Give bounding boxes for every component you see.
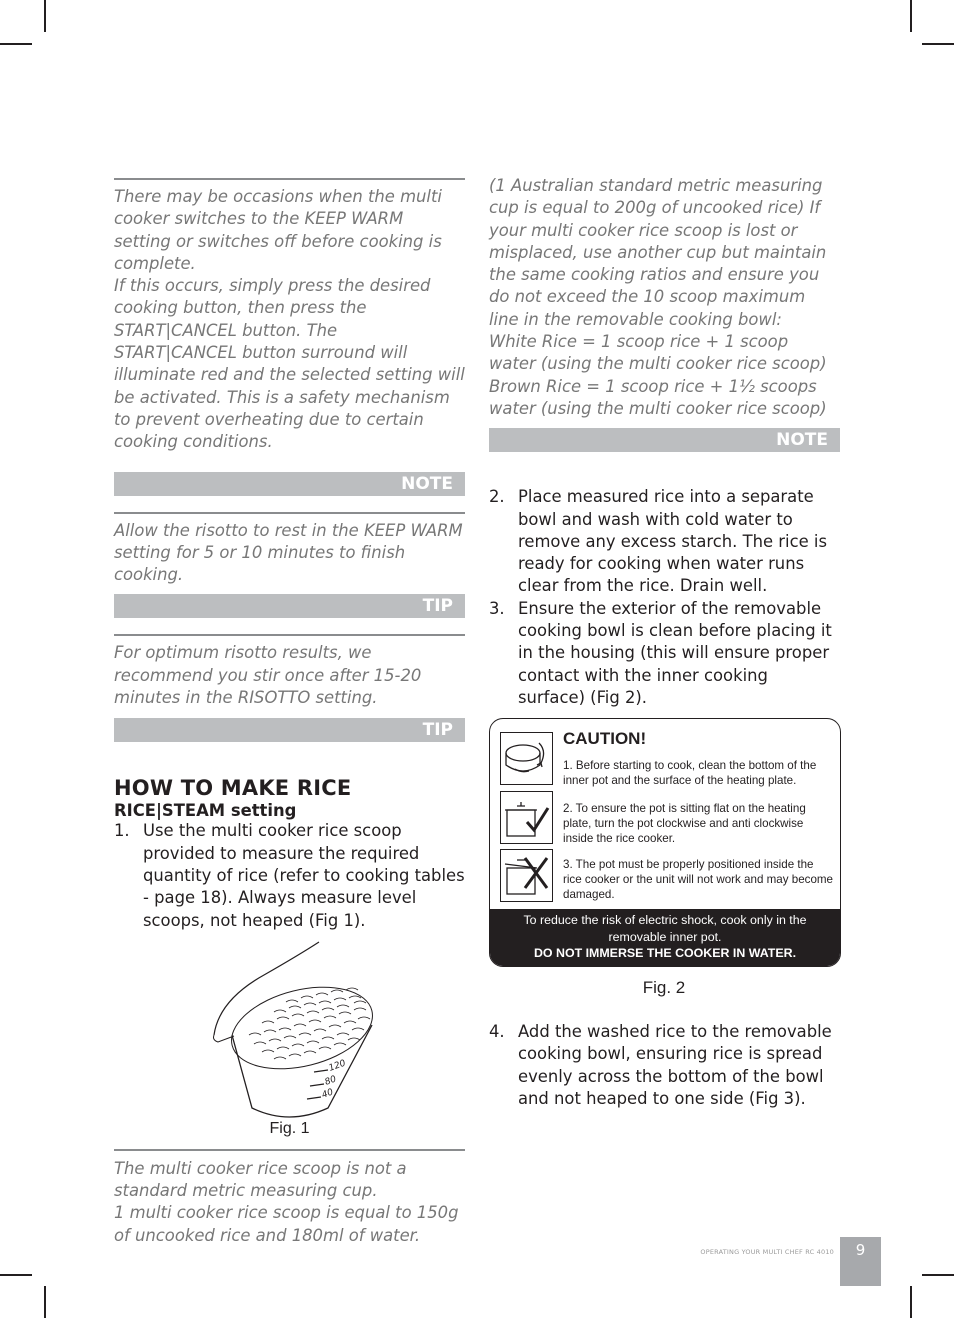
crop-mark	[922, 1274, 954, 1276]
list-item	[114, 820, 465, 931]
note-scoop-continued-text: (1 Australian standard metric measuring cup is equal to 200g of uncooked rice) If your multi cooker rice scoop is lost or misplaced, use another cup but maintain the same cooking ratios and ensure you do not exceed the 10 scoop maximum line in the removable cooking bowl: White Rice = 1 scoop rice + 1 scoop water (using the multi cooker rice scoop) Brown Rice = 1 scoop rice + 1½ scoops water (using the multi cooker rice scoop)	[489, 176, 827, 418]
note-bar: NOTE	[114, 472, 465, 496]
pot-cross-icon	[500, 849, 553, 902]
pot-clean-icon	[500, 732, 553, 785]
scoop-mark-40: 40	[320, 1087, 335, 1101]
steps-list	[114, 820, 465, 931]
caution-item-3: 3. The pot must be properly positioned inside the rice cooker or the unit will not work and may become damaged.	[563, 858, 833, 901]
section-subheading: RICE|STEAM setting	[114, 801, 297, 821]
tip-bar: TIP	[114, 718, 465, 742]
crop-mark	[0, 1274, 32, 1276]
crop-mark	[44, 0, 46, 32]
divider	[114, 1149, 465, 1151]
step-text: Add the washed rice to the removable cooking bowl, ensuring rice is spread evenly across the bottom of the bowl and not heaped to one side (Fig 3).	[518, 1022, 832, 1108]
caution-footer	[490, 909, 840, 966]
tip-stir-text: For optimum risotto results, we recommend you stir once after 15-20 minutes in the RISOTTO setting.	[114, 643, 422, 708]
crop-mark	[922, 43, 954, 45]
crop-mark	[910, 1286, 912, 1318]
caution-footer-warning: DO NOT IMMERSE THE COOKER IN WATER.	[533, 946, 797, 960]
step-number: 4.	[489, 1022, 505, 1041]
step-number: 1.	[114, 821, 130, 841]
crop-mark	[44, 1286, 46, 1318]
crop-mark	[0, 43, 32, 45]
rice-scoop-illustration	[114, 940, 465, 1130]
note-bar: NOTE	[489, 428, 840, 452]
step-text: Use the multi cooker rice scoop provided to measure the required quantity of rice (refer to cooking tables - page 18). Always measure level scoops, not heaped (Fig 1).	[143, 821, 465, 930]
fig2-caption: Fig. 2	[642, 978, 686, 997]
caution-title: CAUTION!	[563, 729, 647, 748]
step-number: 3.	[489, 598, 505, 618]
list-item	[489, 1021, 840, 1110]
right-column-lower	[489, 1021, 840, 1110]
tip-bar: TIP	[114, 594, 465, 618]
step-text: Place measured rice into a separate bowl and wash with cold water to remove any excess starch. The rice is ready for cooking when water runs clear from the rice. Drain well.	[518, 487, 827, 596]
list-item	[489, 486, 840, 597]
left-column	[114, 178, 465, 1247]
section-heading: HOW TO MAKE RICE	[114, 776, 352, 801]
footer-label: OPERATING YOUR MULTI CHEF RC 4010	[700, 1248, 834, 1256]
pot-checkmark-icon	[500, 791, 553, 844]
note-keep-warm-text: There may be occasions when the multi cooker switches to the KEEP WARM setting or switches off before cooking is complete. If this occurs, simply press the desired cooking button, then press the START|CANCEL button. The START|CANCEL button surround will illuminate red and the selected setting will be activated. This is a safety mechanism to prevent overheating due to certain cooking conditions.	[114, 187, 465, 452]
step-text: Ensure the exterior of the removable cooking bowl is clean before placing it in the housing (this will ensure proper contact with the inner cooking surface) (Fig 2).	[518, 598, 832, 707]
step-number: 2.	[489, 487, 505, 507]
scoop-mark-80: 80	[323, 1074, 338, 1088]
crop-mark	[910, 0, 912, 32]
right-column	[489, 175, 840, 709]
caution-footer-text: To reduce the risk of electric shock, cook only in the removable inner pot.	[523, 913, 807, 944]
caution-box	[489, 718, 841, 967]
caution-item-1: 1. Before starting to cook, clean the bottom of the inner pot and the surface of the heating plate.	[563, 759, 817, 787]
list-item	[489, 598, 840, 709]
scoop-mark-120: 120	[327, 1058, 348, 1074]
fig1-caption: Fig. 1	[269, 1119, 310, 1137]
tip-rest-text: Allow the risotto to rest in the KEEP WARM setting for 5 or 10 minutes to finish cooking.	[114, 520, 463, 585]
divider	[114, 634, 465, 636]
steps-list	[489, 486, 840, 709]
caution-item-2: 2. To ensure the pot is sitting flat on the heating plate, turn the pot clockwise and anti clockwise inside the rice cooker.	[563, 802, 806, 845]
divider	[114, 178, 465, 180]
note-scoop-text: The multi cooker rice scoop is not a standard metric measuring cup. 1 multi cooker rice scoop is equal to 150g of uncooked rice and 180ml of water.	[114, 1158, 459, 1245]
steps-list	[489, 1021, 840, 1110]
page-number: 9	[840, 1237, 881, 1286]
divider	[114, 512, 465, 514]
